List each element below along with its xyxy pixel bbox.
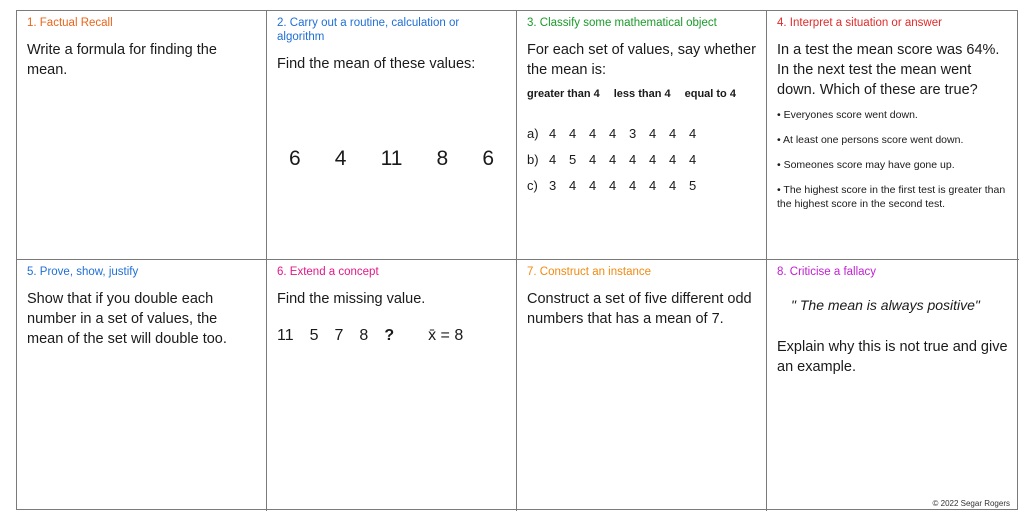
value-sets bbox=[527, 126, 756, 193]
set-row bbox=[527, 126, 756, 141]
value: 3 bbox=[629, 126, 637, 141]
bullet-item: • Someones score may have gone up. bbox=[777, 159, 955, 171]
option: greater than 4 bbox=[527, 88, 600, 100]
value: 4 bbox=[629, 152, 637, 167]
question-grid bbox=[16, 10, 1018, 510]
value: 4 bbox=[669, 178, 677, 193]
value: 4 bbox=[609, 126, 617, 141]
value: 4 bbox=[649, 152, 657, 167]
fallacy-quote: " The mean is always positive" bbox=[791, 297, 980, 313]
option: less than 4 bbox=[613, 88, 671, 100]
cell-heading: 2. Carry out a routine, calculation or algorithm bbox=[277, 17, 460, 43]
value: 4 bbox=[629, 178, 637, 193]
value: 4 bbox=[689, 152, 697, 167]
cell-heading: 5. Prove, show, justify bbox=[27, 266, 139, 278]
question-text: Explain why this is not true and give an example. bbox=[777, 339, 1008, 375]
option: equal to 4 bbox=[684, 88, 736, 100]
value: 4 bbox=[569, 126, 577, 141]
cell-heading: 3. Classify some mathematical object bbox=[527, 17, 717, 29]
bullet-list bbox=[777, 108, 1009, 211]
set-label: b) bbox=[527, 152, 539, 167]
mean-label: x̄ = 8 bbox=[428, 327, 464, 344]
value: 8 bbox=[436, 147, 449, 170]
cell-construct bbox=[517, 260, 767, 511]
question-text: In a test the mean score was 64%. In the next test the mean went down. Which of these are true? bbox=[777, 42, 1000, 98]
set-row bbox=[527, 152, 756, 167]
question-text: Construct a set of five different odd numbers that has a mean of 7. bbox=[527, 291, 752, 327]
question-text: For each set of values, say whether the mean is: bbox=[527, 42, 756, 78]
value: 5 bbox=[689, 178, 697, 193]
cell-heading: 8. Criticise a fallacy bbox=[777, 266, 877, 278]
value: 7 bbox=[334, 327, 344, 344]
value: 6 bbox=[289, 147, 301, 170]
value: 11 bbox=[380, 147, 403, 170]
set-label: c) bbox=[527, 178, 538, 193]
set-row bbox=[527, 178, 756, 193]
value: 4 bbox=[569, 178, 577, 193]
value: 11 bbox=[277, 327, 294, 344]
question-text: Find the mean of these values: bbox=[277, 56, 476, 72]
value: 4 bbox=[609, 178, 617, 193]
cell-heading: 7. Construct an instance bbox=[527, 266, 652, 278]
question-text: Find the missing value. bbox=[277, 291, 426, 307]
value: 4 bbox=[669, 152, 677, 167]
cell-criticise bbox=[767, 260, 1019, 511]
cell-extend bbox=[267, 260, 517, 511]
value: 4 bbox=[649, 178, 657, 193]
value: 4 bbox=[589, 178, 597, 193]
bullet-item: • The highest score in the first test is greater than the highest score in the second test. bbox=[777, 184, 1006, 210]
value: 4 bbox=[689, 126, 697, 141]
value: 5 bbox=[309, 327, 319, 344]
cell-factual-recall bbox=[17, 11, 267, 260]
value: 4 bbox=[549, 126, 557, 141]
value: 3 bbox=[549, 178, 557, 193]
cell-heading: 6. Extend a concept bbox=[277, 266, 379, 278]
option-list bbox=[527, 88, 756, 100]
value: 4 bbox=[589, 152, 597, 167]
bullet-item: • At least one persons score went down. bbox=[777, 134, 964, 146]
value: 8 bbox=[359, 327, 369, 344]
value: 4 bbox=[649, 126, 657, 141]
value: 4 bbox=[334, 147, 347, 170]
unknown-value: ? bbox=[384, 327, 395, 344]
copyright-notice: © 2022 Segar Rogers bbox=[930, 499, 1014, 508]
value-list bbox=[277, 147, 506, 171]
set-label: a) bbox=[527, 126, 539, 141]
value: 4 bbox=[669, 126, 677, 141]
value: 4 bbox=[609, 152, 617, 167]
bullet-item: • Everyones score went down. bbox=[777, 109, 918, 121]
cell-prove bbox=[17, 260, 267, 511]
cell-heading: 1. Factual Recall bbox=[27, 17, 113, 29]
value: 4 bbox=[589, 126, 597, 141]
value: 6 bbox=[482, 147, 494, 170]
value: 5 bbox=[569, 152, 577, 167]
question-text: Write a formula for finding the mean. bbox=[27, 42, 217, 78]
cell-heading: 4. Interpret a situation or answer bbox=[777, 17, 942, 29]
value: 4 bbox=[549, 152, 557, 167]
cell-routine bbox=[267, 11, 517, 260]
cell-interpret bbox=[767, 11, 1019, 260]
cell-classify bbox=[517, 11, 767, 260]
missing-value-row bbox=[277, 327, 506, 345]
question-text: Show that if you double each number in a set of values, the mean of the set will double too. bbox=[27, 291, 227, 347]
